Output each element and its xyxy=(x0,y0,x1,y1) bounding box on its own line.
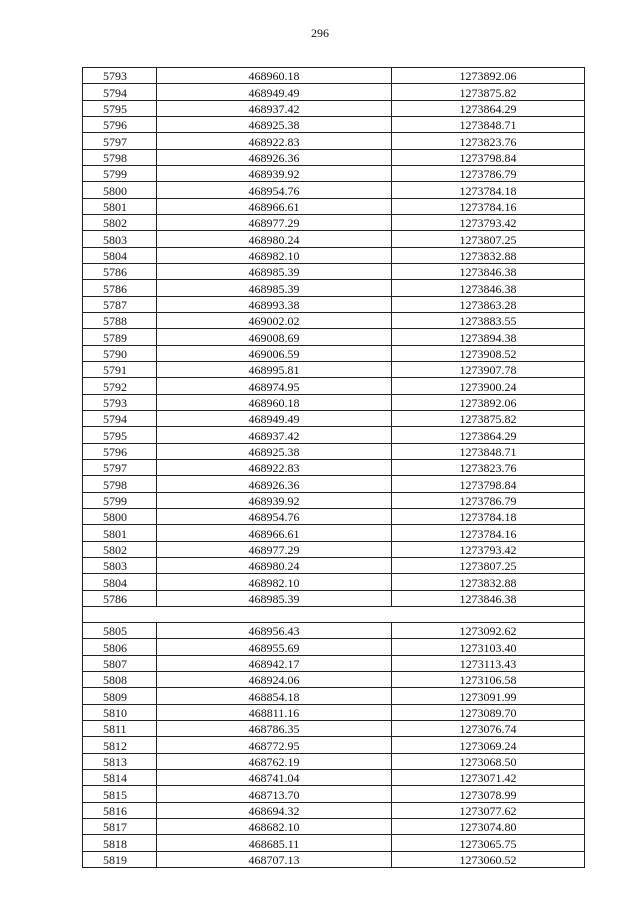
y-coordinate-cell: 1273076.74 xyxy=(392,721,585,737)
point-number-cell: 5815 xyxy=(83,786,157,802)
point-number-cell: 5796 xyxy=(83,116,157,132)
table-row xyxy=(83,525,585,541)
x-coordinate-cell: 468954.76 xyxy=(157,182,392,198)
table-row xyxy=(83,182,585,198)
point-number-cell: 5812 xyxy=(83,737,157,753)
x-coordinate-cell: 468937.42 xyxy=(157,427,392,443)
x-coordinate-cell: 468685.11 xyxy=(157,835,392,851)
point-number-cell: 5819 xyxy=(83,851,157,867)
point-number-cell: 5796 xyxy=(83,443,157,459)
table-row xyxy=(83,361,585,377)
x-coordinate-cell: 468960.18 xyxy=(157,68,392,84)
point-number-cell: 5787 xyxy=(83,296,157,312)
group-separator-row xyxy=(83,606,585,622)
table-row xyxy=(83,394,585,410)
table-row xyxy=(83,753,585,769)
y-coordinate-cell: 1273091.99 xyxy=(392,688,585,704)
x-coordinate-cell: 468925.38 xyxy=(157,116,392,132)
y-coordinate-cell: 1273875.82 xyxy=(392,84,585,100)
table-row xyxy=(83,623,585,639)
y-coordinate-cell: 1273793.42 xyxy=(392,541,585,557)
table-row xyxy=(83,116,585,132)
x-coordinate-cell: 468694.32 xyxy=(157,802,392,818)
point-number-cell: 5786 xyxy=(83,263,157,279)
point-number-cell: 5810 xyxy=(83,704,157,720)
y-coordinate-cell: 1273784.18 xyxy=(392,508,585,524)
table-row xyxy=(83,574,585,590)
point-number-cell: 5808 xyxy=(83,672,157,688)
table-row xyxy=(83,443,585,459)
table-row xyxy=(83,149,585,165)
y-coordinate-cell: 1273832.88 xyxy=(392,247,585,263)
y-coordinate-cell: 1273786.79 xyxy=(392,492,585,508)
table-row xyxy=(83,476,585,492)
x-coordinate-cell: 468982.10 xyxy=(157,574,392,590)
table-row xyxy=(83,100,585,116)
table-row xyxy=(83,819,585,835)
table-row xyxy=(83,214,585,230)
x-coordinate-cell: 468811.16 xyxy=(157,704,392,720)
x-coordinate-cell: 468922.83 xyxy=(157,133,392,149)
y-coordinate-cell: 1273894.38 xyxy=(392,329,585,345)
x-coordinate-cell: 468985.39 xyxy=(157,263,392,279)
y-coordinate-cell: 1273786.79 xyxy=(392,165,585,181)
point-number-cell: 5798 xyxy=(83,149,157,165)
table-row xyxy=(83,672,585,688)
point-number-cell: 5818 xyxy=(83,835,157,851)
x-coordinate-cell: 468974.95 xyxy=(157,378,392,394)
y-coordinate-cell: 1273784.16 xyxy=(392,198,585,214)
point-number-cell: 5811 xyxy=(83,721,157,737)
y-coordinate-cell: 1273106.58 xyxy=(392,672,585,688)
x-coordinate-cell: 468682.10 xyxy=(157,819,392,835)
x-coordinate-cell: 468954.76 xyxy=(157,508,392,524)
y-coordinate-cell: 1273832.88 xyxy=(392,574,585,590)
point-number-cell: 5795 xyxy=(83,427,157,443)
table-row xyxy=(83,133,585,149)
x-coordinate-cell: 468982.10 xyxy=(157,247,392,263)
x-coordinate-cell: 468980.24 xyxy=(157,231,392,247)
point-number-cell: 5793 xyxy=(83,68,157,84)
table-row xyxy=(83,655,585,671)
table-row xyxy=(83,427,585,443)
group-separator-cell xyxy=(83,606,585,622)
y-coordinate-cell: 1273074.80 xyxy=(392,819,585,835)
table-row xyxy=(83,688,585,704)
x-coordinate-cell: 468956.43 xyxy=(157,623,392,639)
x-coordinate-cell: 468949.49 xyxy=(157,410,392,426)
y-coordinate-cell: 1273089.70 xyxy=(392,704,585,720)
x-coordinate-cell: 468977.29 xyxy=(157,541,392,557)
y-coordinate-cell: 1273807.25 xyxy=(392,557,585,573)
x-coordinate-cell: 468772.95 xyxy=(157,737,392,753)
y-coordinate-cell: 1273846.38 xyxy=(392,263,585,279)
table-row xyxy=(83,802,585,818)
y-coordinate-cell: 1273060.52 xyxy=(392,851,585,867)
y-coordinate-cell: 1273069.24 xyxy=(392,737,585,753)
point-number-cell: 5799 xyxy=(83,492,157,508)
point-number-cell: 5804 xyxy=(83,247,157,263)
point-number-cell: 5786 xyxy=(83,280,157,296)
y-coordinate-cell: 1273784.16 xyxy=(392,525,585,541)
point-number-cell: 5802 xyxy=(83,214,157,230)
point-number-cell: 5803 xyxy=(83,557,157,573)
x-coordinate-cell: 468993.38 xyxy=(157,296,392,312)
x-coordinate-cell: 468926.36 xyxy=(157,149,392,165)
table-row xyxy=(83,410,585,426)
point-number-cell: 5804 xyxy=(83,574,157,590)
table-row xyxy=(83,704,585,720)
x-coordinate-cell: 468939.92 xyxy=(157,165,392,181)
y-coordinate-cell: 1273864.29 xyxy=(392,100,585,116)
y-coordinate-cell: 1273907.78 xyxy=(392,361,585,377)
point-number-cell: 5814 xyxy=(83,770,157,786)
x-coordinate-cell: 468786.35 xyxy=(157,721,392,737)
y-coordinate-cell: 1273846.38 xyxy=(392,280,585,296)
x-coordinate-cell: 468985.39 xyxy=(157,590,392,606)
point-number-cell: 5813 xyxy=(83,753,157,769)
x-coordinate-cell: 468926.36 xyxy=(157,476,392,492)
table-row xyxy=(83,590,585,606)
x-coordinate-cell: 468924.06 xyxy=(157,672,392,688)
point-number-cell: 5805 xyxy=(83,623,157,639)
x-coordinate-cell: 469008.69 xyxy=(157,329,392,345)
page-number: 296 xyxy=(311,26,329,40)
y-coordinate-cell: 1273823.76 xyxy=(392,459,585,475)
y-coordinate-cell: 1273103.40 xyxy=(392,639,585,655)
table-row xyxy=(83,851,585,867)
y-coordinate-cell: 1273092.62 xyxy=(392,623,585,639)
x-coordinate-cell: 468939.92 xyxy=(157,492,392,508)
point-number-cell: 5803 xyxy=(83,231,157,247)
table-row xyxy=(83,296,585,312)
table-row xyxy=(83,541,585,557)
table-row xyxy=(83,721,585,737)
y-coordinate-cell: 1273875.82 xyxy=(392,410,585,426)
table-row xyxy=(83,459,585,475)
table-row xyxy=(83,786,585,802)
x-coordinate-cell: 468713.70 xyxy=(157,786,392,802)
y-coordinate-cell: 1273908.52 xyxy=(392,345,585,361)
x-coordinate-cell: 468762.19 xyxy=(157,753,392,769)
point-number-cell: 5789 xyxy=(83,329,157,345)
x-coordinate-cell: 469006.59 xyxy=(157,345,392,361)
y-coordinate-cell: 1273071.42 xyxy=(392,770,585,786)
point-number-cell: 5798 xyxy=(83,476,157,492)
y-coordinate-cell: 1273864.29 xyxy=(392,427,585,443)
y-coordinate-cell: 1273848.71 xyxy=(392,443,585,459)
table-row xyxy=(83,263,585,279)
table-row xyxy=(83,84,585,100)
coordinates-table-body xyxy=(83,68,585,868)
table-row xyxy=(83,198,585,214)
table-row xyxy=(83,770,585,786)
point-number-cell: 5795 xyxy=(83,100,157,116)
y-coordinate-cell: 1273068.50 xyxy=(392,753,585,769)
table-row xyxy=(83,280,585,296)
point-number-cell: 5816 xyxy=(83,802,157,818)
y-coordinate-cell: 1273807.25 xyxy=(392,231,585,247)
table-row xyxy=(83,345,585,361)
point-number-cell: 5800 xyxy=(83,508,157,524)
table-row xyxy=(83,165,585,181)
x-coordinate-cell: 468854.18 xyxy=(157,688,392,704)
y-coordinate-cell: 1273798.84 xyxy=(392,476,585,492)
y-coordinate-cell: 1273065.75 xyxy=(392,835,585,851)
x-coordinate-cell: 469002.02 xyxy=(157,312,392,328)
y-coordinate-cell: 1273900.24 xyxy=(392,378,585,394)
table-row xyxy=(83,329,585,345)
point-number-cell: 5791 xyxy=(83,361,157,377)
point-number-cell: 5817 xyxy=(83,819,157,835)
point-number-cell: 5792 xyxy=(83,378,157,394)
point-number-cell: 5786 xyxy=(83,590,157,606)
x-coordinate-cell: 468707.13 xyxy=(157,851,392,867)
x-coordinate-cell: 468995.81 xyxy=(157,361,392,377)
y-coordinate-cell: 1273078.99 xyxy=(392,786,585,802)
point-number-cell: 5797 xyxy=(83,133,157,149)
x-coordinate-cell: 468925.38 xyxy=(157,443,392,459)
x-coordinate-cell: 468960.18 xyxy=(157,394,392,410)
y-coordinate-cell: 1273846.38 xyxy=(392,590,585,606)
y-coordinate-cell: 1273798.84 xyxy=(392,149,585,165)
x-coordinate-cell: 468741.04 xyxy=(157,770,392,786)
y-coordinate-cell: 1273848.71 xyxy=(392,116,585,132)
x-coordinate-cell: 468942.17 xyxy=(157,655,392,671)
point-number-cell: 5801 xyxy=(83,525,157,541)
x-coordinate-cell: 468966.61 xyxy=(157,525,392,541)
x-coordinate-cell: 468966.61 xyxy=(157,198,392,214)
x-coordinate-cell: 468985.39 xyxy=(157,280,392,296)
table-row xyxy=(83,639,585,655)
point-number-cell: 5790 xyxy=(83,345,157,361)
y-coordinate-cell: 1273784.18 xyxy=(392,182,585,198)
table-row xyxy=(83,231,585,247)
table-row xyxy=(83,737,585,753)
point-number-cell: 5794 xyxy=(83,410,157,426)
y-coordinate-cell: 1273892.06 xyxy=(392,68,585,84)
point-number-cell: 5799 xyxy=(83,165,157,181)
y-coordinate-cell: 1273077.62 xyxy=(392,802,585,818)
table-row xyxy=(83,557,585,573)
point-number-cell: 5800 xyxy=(83,182,157,198)
point-number-cell: 5809 xyxy=(83,688,157,704)
y-coordinate-cell: 1273793.42 xyxy=(392,214,585,230)
x-coordinate-cell: 468922.83 xyxy=(157,459,392,475)
y-coordinate-cell: 1273823.76 xyxy=(392,133,585,149)
x-coordinate-cell: 468977.29 xyxy=(157,214,392,230)
table-row xyxy=(83,492,585,508)
point-number-cell: 5801 xyxy=(83,198,157,214)
y-coordinate-cell: 1273892.06 xyxy=(392,394,585,410)
y-coordinate-cell: 1273883.55 xyxy=(392,312,585,328)
table-row xyxy=(83,835,585,851)
x-coordinate-cell: 468955.69 xyxy=(157,639,392,655)
table-row xyxy=(83,247,585,263)
point-number-cell: 5802 xyxy=(83,541,157,557)
point-number-cell: 5793 xyxy=(83,394,157,410)
point-number-cell: 5794 xyxy=(83,84,157,100)
y-coordinate-cell: 1273113.43 xyxy=(392,655,585,671)
coordinates-table xyxy=(82,67,585,868)
table-row xyxy=(83,508,585,524)
point-number-cell: 5797 xyxy=(83,459,157,475)
y-coordinate-cell: 1273863.28 xyxy=(392,296,585,312)
point-number-cell: 5806 xyxy=(83,639,157,655)
table-row xyxy=(83,68,585,84)
table-row xyxy=(83,378,585,394)
x-coordinate-cell: 468937.42 xyxy=(157,100,392,116)
x-coordinate-cell: 468949.49 xyxy=(157,84,392,100)
table-row xyxy=(83,312,585,328)
x-coordinate-cell: 468980.24 xyxy=(157,557,392,573)
point-number-cell: 5807 xyxy=(83,655,157,671)
point-number-cell: 5788 xyxy=(83,312,157,328)
